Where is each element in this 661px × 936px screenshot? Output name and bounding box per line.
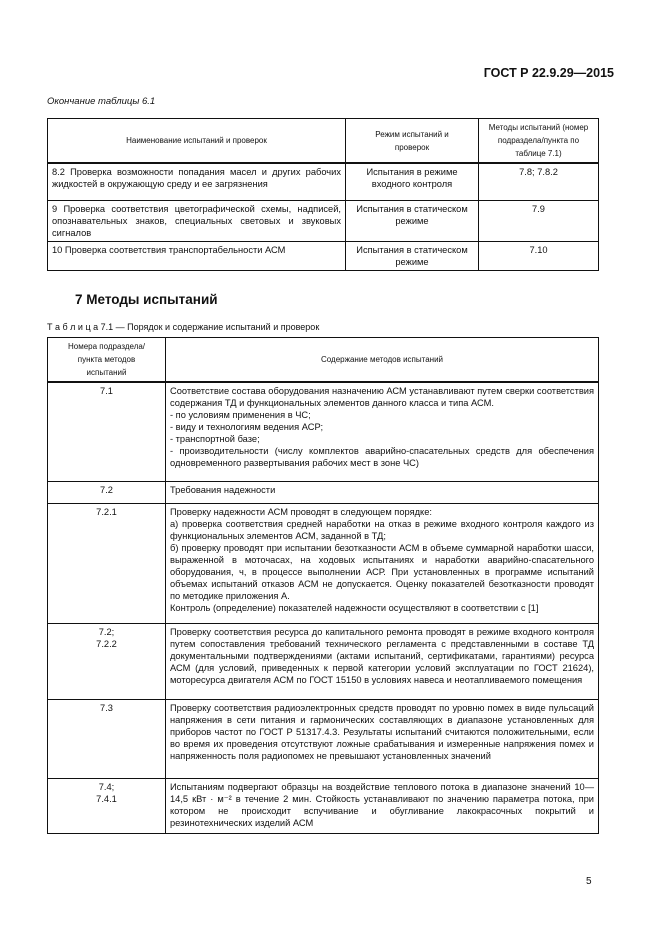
method-number-text: 7.4;: [98, 781, 115, 792]
method-content-paragraph: Контроль (определение) показателей надежности осуществляют в соответствии с [1]: [170, 602, 539, 613]
method-number-text: 7.2: [100, 484, 113, 495]
table-row: [48, 503, 599, 623]
method-content-paragraph: Испытаниям подвергают образцы на воздействие теплового потока в диапазоне значений 10—14,5 кВт · м⁻² в течение 2 мин. Стойкость устанавливают по значению параметра потока, при котором не происходит вспучивание и обугливание лакокрасочных покрытий и резинотехнических изделий АСМ: [170, 781, 594, 828]
method-content-paragraph: - транспортной базе;: [170, 434, 260, 444]
column-header: Содержание методов испытаний: [166, 338, 599, 383]
section-heading: 7 Методы испытаний: [75, 292, 218, 307]
table-row: [48, 163, 599, 200]
table-row: [48, 481, 599, 503]
table-6-1: [47, 118, 599, 271]
method-number-text: 7.1: [100, 386, 113, 396]
test-name: 9 Проверка соответствия цветографической схемы, надписей, опознавательных знаков, специальных световых и звуковых сигналов: [48, 200, 346, 241]
method-content-paragraph: Соответствие состава оборудования назначению АСМ устанавливают путем сверки соответствия содержания ТД и функциональных элементов данного класса и типа АСМ.: [170, 386, 594, 408]
table-row: [48, 241, 599, 270]
column-header: Режим испытаний и проверок: [346, 119, 479, 164]
method-number-text: 7.2.1: [96, 506, 117, 517]
method-number-text: 7.2.2: [96, 638, 117, 649]
method-number-text: 7.2;: [98, 626, 115, 637]
method-number-text: 7.3: [100, 702, 113, 713]
method-number: [48, 503, 166, 623]
method-number: [48, 382, 166, 481]
page-number: 5: [586, 876, 592, 887]
test-mode: Испытания в режиме входного контроля: [346, 163, 479, 200]
table-row: [48, 382, 599, 481]
table-row: [48, 200, 599, 241]
method-number: [48, 699, 166, 778]
method-content-paragraph: Проверку надежности АСМ проводят в следующем порядке:: [170, 506, 432, 517]
method-content: [166, 699, 599, 778]
test-method: 7.9: [479, 200, 599, 241]
document-code: ГОСТ Р 22.9.29—2015: [483, 66, 614, 80]
table-6-1-caption: Окончание таблицы 6.1: [47, 96, 156, 107]
test-method: 7.10: [479, 241, 599, 270]
test-method: 7.8; 7.8.2: [479, 163, 599, 200]
method-content-paragraph: б) проверку проводят при испытании безотказности АСМ в объеме суммарной наработки шасси, выраженной в моточасах, на ходовых испытаниях и наработки аварийно-спасательного оборудования, ч, в процессе выполнении АСР. При установленных в программе испытаний объемах испытаний отказов АСМ не допускается. Оценку показателей безотказности проводят по методике приложения А.: [170, 542, 594, 601]
method-content: [166, 382, 599, 481]
test-name: 8.2 Проверка возможности попадания масел и других рабочих жидкостей в окружающую среду и ее загрязнения: [48, 163, 346, 200]
column-header: Методы испытаний (номер подраздела/пункта по таблице 7.1): [479, 119, 599, 164]
method-content-paragraph: - по условиям применения в ЧС;: [170, 410, 311, 420]
column-header: Наименование испытаний и проверок: [48, 119, 346, 164]
table-7-1-caption: Т а б л и ц а 7.1 — Порядок и содержание испытаний и проверок: [47, 322, 320, 332]
test-mode: Испытания в статическом режиме: [346, 200, 479, 241]
table-row: [48, 778, 599, 833]
test-mode: Испытания в статическом режиме: [346, 241, 479, 270]
method-content-paragraph: Требования надежности: [170, 484, 276, 495]
table-7-1: [47, 337, 599, 834]
method-content-paragraph: - производительности (числу комплектов аварийно-спасательных средств для обеспечения одновременного развертывания рабочих мест в зоне ЧС): [170, 446, 594, 468]
method-content: [166, 481, 599, 503]
method-content: [166, 778, 599, 833]
method-number-text: 7.4.1: [96, 793, 117, 804]
method-content-paragraph: Проверку соответствия ресурса до капитального ремонта проводят в режиме входного контроля путем сопоставления требований технического регламента с представленными в составе ТД документальными подтверждениями (актами испытаний, сертификатами, гарантиями) ресурса АСМ (для условий, приведенных к первой категории условий эксплуатации по ГОСТ 21624), моторесурса двигателя АСМ по ГОСТ 15150 в условиях навеса и неотапливаемого помещения: [170, 626, 594, 685]
table-row: [48, 699, 599, 778]
method-number: [48, 778, 166, 833]
method-content: [166, 503, 599, 623]
method-content: [166, 623, 599, 699]
method-number: [48, 623, 166, 699]
method-content-paragraph: Проверку соответствия радиоэлектронных средств проводят по уровню помех в виде пульсаций напряжения в сети питания и гармонических составляющих в диапазоне установленных для приборов частот по ГОСТ Р 51317.4.3. Результаты испытаний считаются положительными, если во время их проведения отсутствуют ложные срабатывания и измеренные напряжения помех и напряженность поля радиопомех не превышают установленных значений: [170, 702, 594, 761]
method-content-paragraph: - виду и технологиям ведения АСР;: [170, 422, 324, 432]
test-name: 10 Проверка соответствия транспортабельности АСМ: [48, 241, 346, 270]
column-header: Номера подраздела/пункта методов испытаний: [48, 338, 166, 383]
method-number: [48, 481, 166, 503]
method-content-paragraph: а) проверка соответствия средней наработки на отказ в режиме входного контроля каждого из функциональных элементов АСМ, заданной в ТД;: [170, 518, 594, 541]
table-row: [48, 623, 599, 699]
